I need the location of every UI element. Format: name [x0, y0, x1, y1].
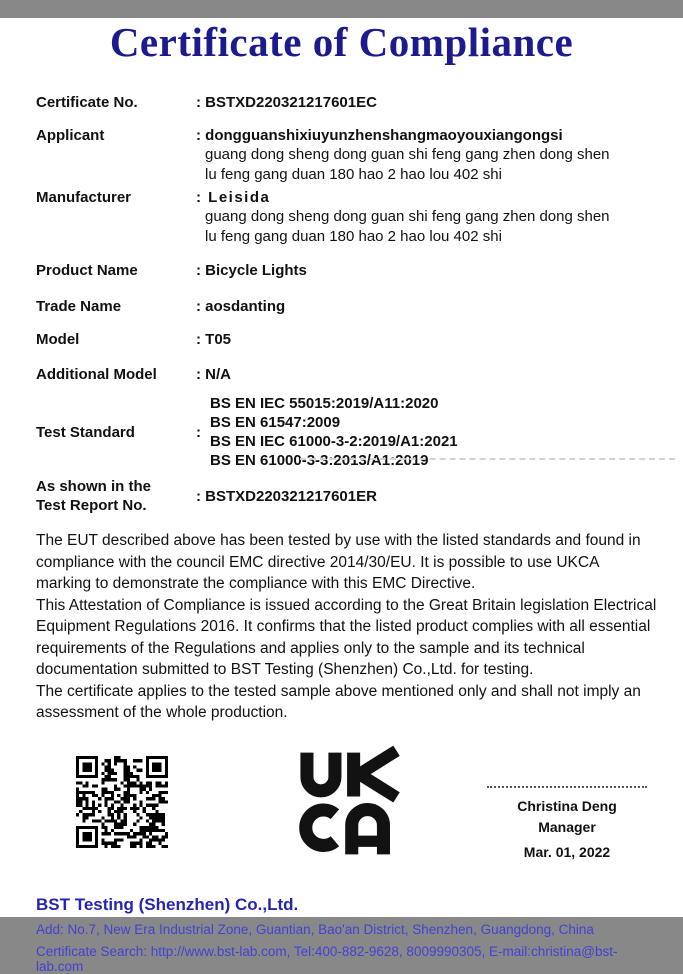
bottom-row: [36, 748, 655, 873]
applicant-name: : dongguanshixiuyunzhenshangmaoyouxiangongsi: [196, 127, 563, 144]
test-report-label-line1: As shown in the: [36, 478, 152, 495]
footer-address: Add: No.7, New Era Industrial Zone, Guantian, Bao'an District, Shenzhen, Guangdong, China: [36, 921, 594, 937]
test-report-label-line2: Test Report No.: [36, 497, 147, 514]
certificate-no-label: Certificate No.: [36, 94, 138, 111]
certificate-no-value: : BSTXD220321217601EC: [196, 94, 377, 111]
signatory-role: Manager: [538, 818, 596, 835]
trade-name-label: Trade Name: [36, 298, 122, 315]
test-report-value: : BSTXD220321217601ER: [196, 487, 377, 505]
applicant-value: [196, 126, 655, 185]
test-standard-item: BS EN IEC 55015:2019/A11:2020: [210, 395, 439, 412]
field-model: [36, 330, 655, 349]
manufacturer-name: : Leisida: [196, 189, 271, 206]
applicant-label: Applicant: [36, 127, 105, 144]
signature-date: Mar. 01, 2022: [523, 843, 611, 860]
field-test-report-no: [36, 477, 655, 515]
field-applicant: [36, 126, 655, 185]
certificate-statement: [36, 530, 657, 724]
qr-code-image: [76, 756, 168, 848]
footer-certificate-search: Certificate Search: http://www.bst-lab.com, Tel:400-882-9628, 8009990305, E-mail:christina@bst-lab.com: [36, 943, 618, 974]
manufacturer-address-line1: guang dong sheng dong guan shi feng gang zhen dong shen: [205, 208, 610, 225]
test-standard-label: Test Standard: [36, 423, 135, 441]
additional-model-label: Additional Model: [36, 366, 157, 383]
model-value: : T05: [196, 331, 232, 348]
statement-paragraph-3: The certificate applies to the tested sample above mentioned only and shall not imply an assessment of the whole production.: [36, 682, 641, 721]
applicant-address-line1: guang dong sheng dong guan shi feng gang zhen dong shen: [205, 146, 610, 163]
field-product-name: [36, 261, 655, 280]
signature-block: [481, 786, 653, 863]
product-name-label: Product Name: [36, 262, 138, 279]
field-manufacturer: [36, 188, 655, 247]
field-certificate-no: [36, 93, 655, 112]
applicant-address-line2: lu feng gang duan 180 hao 2 hao lou 402 shi: [205, 166, 502, 183]
product-name-value: : Bicycle Lights: [196, 262, 307, 279]
ukca-mark-icon: [292, 748, 404, 858]
manufacturer-address-line2: lu feng gang duan 180 hao 2 hao lou 402 shi: [205, 228, 502, 245]
signatory-name: Christina Deng: [517, 797, 617, 814]
test-standard-colon: :: [196, 423, 201, 441]
test-report-label: [36, 477, 196, 515]
trade-name-value: : aosdanting: [196, 298, 286, 315]
footer-company-name: BST Testing (Shenzhen) Co.,Ltd.: [36, 894, 299, 914]
field-trade-name: [36, 297, 655, 316]
manufacturer-value: [196, 188, 655, 247]
field-additional-model: [36, 365, 655, 384]
footer: [36, 895, 663, 974]
model-label: Model: [36, 331, 80, 348]
test-standard-item: BS EN IEC 61000-3-2:2019/A1:2021: [210, 433, 458, 450]
qr-code: [76, 756, 168, 848]
certificate-page: [0, 18, 683, 974]
test-standard-item: BS EN 61547:2009: [210, 414, 341, 431]
test-standard-item: BS EN 61000-3-3:2013/A1:2019: [210, 452, 429, 469]
manufacturer-label: Manufacturer: [36, 189, 132, 206]
signature-line: [487, 786, 647, 788]
statement-paragraph-1: The EUT described above has been tested by use with the listed standards and found in compliance with the council EMC directive 2014/30/EU. It is possible to use UKCA marking to demonstrate the compliance with this EMC Directive.: [36, 532, 641, 592]
certificate-fields: [36, 93, 655, 515]
page-title: Certificate of Compliance: [109, 19, 574, 65]
fold-mark-line: [300, 458, 675, 460]
statement-paragraph-2: This Attestation of Compliance is issued according to the Great Britain legislation Electrical Equipment Regulations 2016. It confirms that the listed product complies with all essential requirements of the Regulations and applies only to the sample and its technical documentation submitted to BST Testing (Shenzhen) Co.,Ltd. for testing.: [36, 596, 657, 678]
additional-model-value: : N/A: [196, 366, 231, 383]
